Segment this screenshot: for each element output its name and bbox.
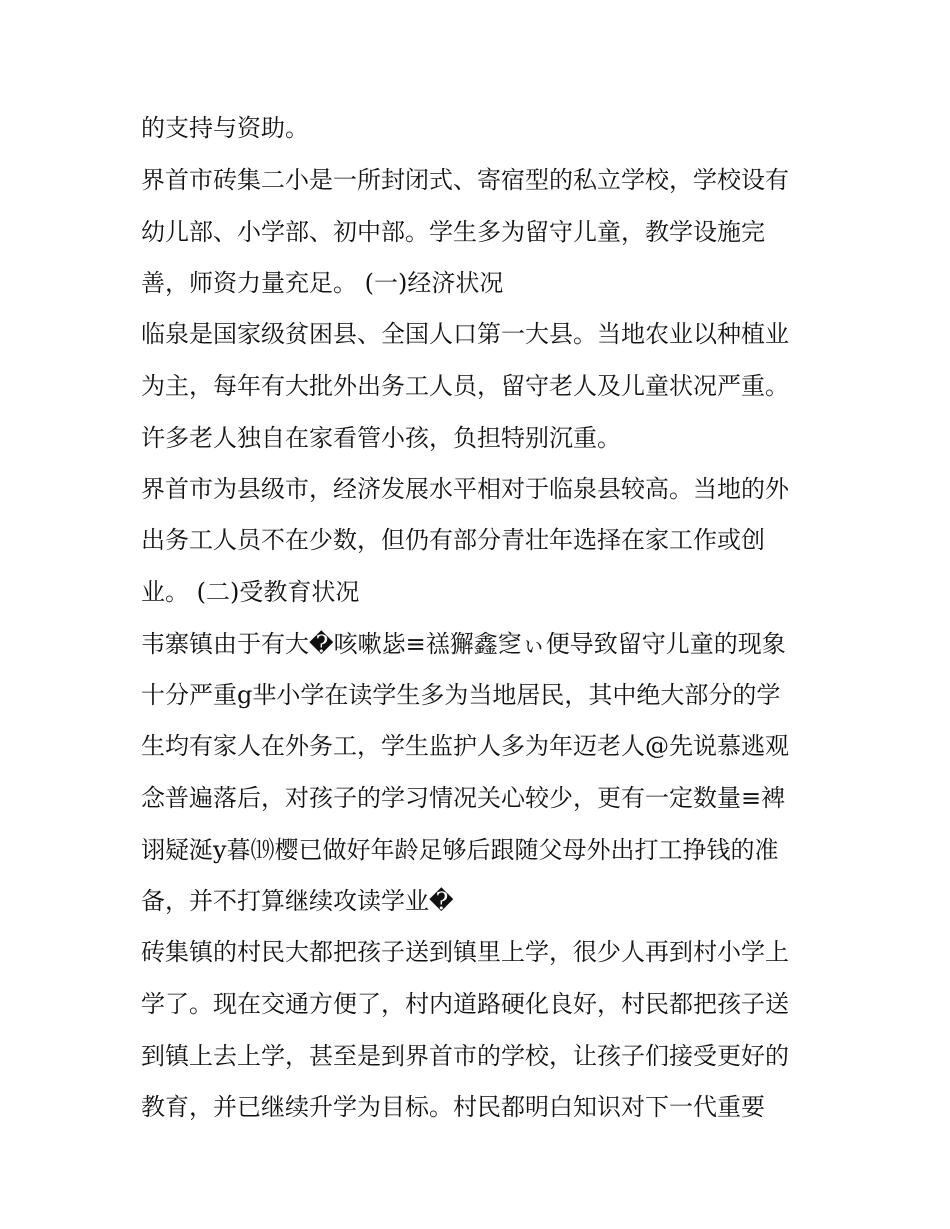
text-line: 学了。现在交通方便了，村内道路硬化良好，村民都把孩子送 <box>141 990 789 1018</box>
text-line: 为主，每年有大批外出务工人员，留守老人及儿童状况严重。 <box>141 372 789 400</box>
text-line: 韦寨镇由于有大�咳嗽毖≡禚獬鑫窆ぃ便导致留守儿童的现象 <box>141 630 786 658</box>
text-line: 界首市为县级市，经济发展水平相对于临泉县较高。当地的外 <box>141 475 789 503</box>
text-line: 生均有家人在外务工，学生监护人多为年迈老人@先说慕逃观 <box>141 732 789 760</box>
text-line: 教育，并已继续升学为目标。村民都明白知识对下一代重要 <box>141 1093 765 1121</box>
text-line: 幼儿部、小学部、初中部。学生多为留守儿童，教学设施完 <box>141 218 765 246</box>
text-line: 许多老人独自在家看管小孩，负担特别沉重。 <box>141 424 621 452</box>
text-line: 十分严重g芈小学在读学生多为当地居民，其中绝大部分的学 <box>141 681 781 709</box>
text-line: 界首市砖集二小是一所封闭式、寄宿型的私立学校，学校设有 <box>141 166 789 194</box>
text-line: 到镇上去上学，甚至是到界首市的学校，让孩子们接受更好的 <box>141 1042 789 1070</box>
text-line: 出务工人员不在少数，但仍有部分青壮年选择在家工作或创 <box>141 526 765 554</box>
text-line: 善，师资力量充足。 (一)经济状况 <box>141 269 504 297</box>
text-line: 的支持与资助。 <box>141 114 309 142</box>
text-line: 临泉是国家级贫困县、全国人口第一大县。当地农业以种植业 <box>141 320 789 348</box>
text-line: 业。 (二)受教育状况 <box>141 578 360 606</box>
text-line: 念普遍落后，对孩子的学习情况关心较少，更有一定数量≡裨 <box>141 784 786 812</box>
text-line: 备，并不打算继续攻读学业� <box>141 887 454 915</box>
text-line: 砖集镇的村民大都把孩子送到镇里上学，很少人再到村小学上 <box>141 938 789 966</box>
text-line: 诩疑涎y暮⒆樱已做好年龄足够后跟随父母外出打工挣钱的准 <box>141 836 779 864</box>
